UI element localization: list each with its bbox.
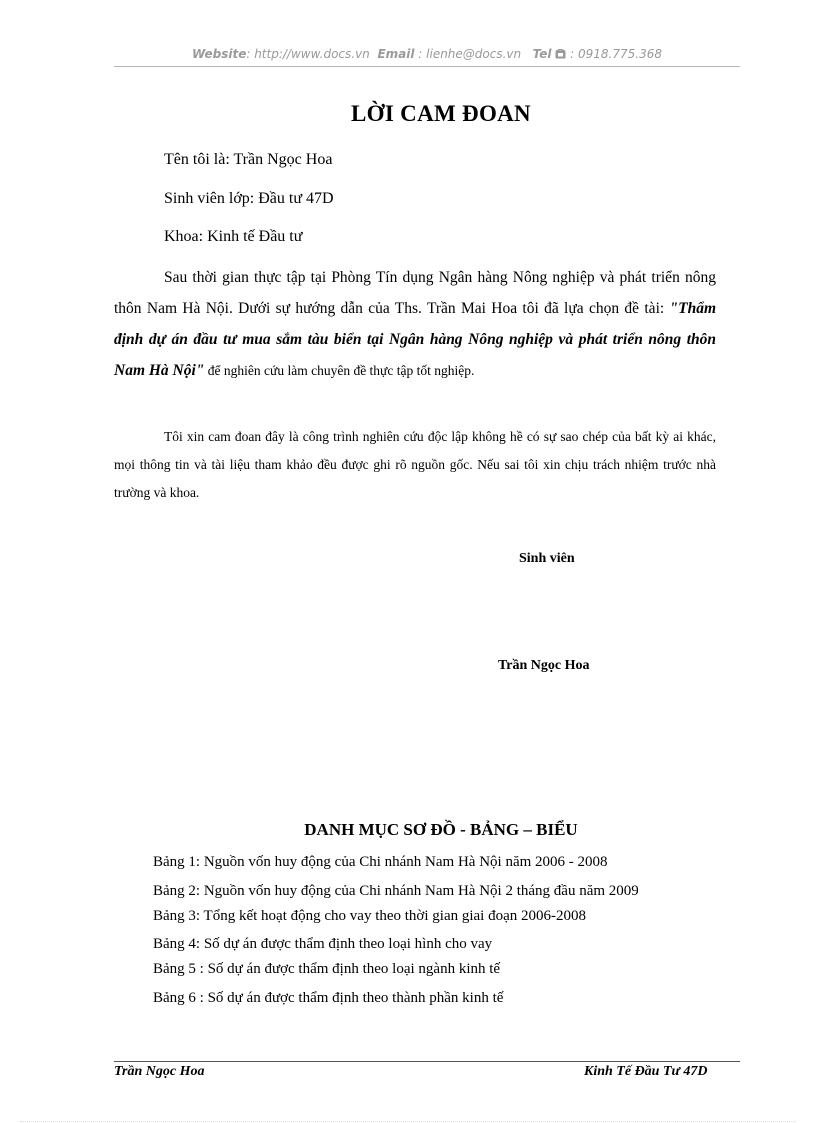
student-faculty: Khoa: Kinh tế Đầu tư [164, 228, 303, 245]
header-rule [114, 66, 740, 67]
footer-author: Trần Ngọc Hoa [114, 1064, 205, 1079]
phone-icon [555, 47, 570, 61]
website-label: Website [192, 47, 247, 61]
student-name: Tên tôi là: Trần Ngọc Hoa [164, 151, 333, 168]
page-edge [20, 1121, 796, 1122]
student-class: Sinh viên lớp: Đầu tư 47D [164, 190, 334, 207]
signature-label: Sinh viên [519, 551, 575, 566]
paragraph-1-tail: để nghiên cứu làm chuyên đề thực tập tốt nghiệp. [204, 363, 475, 378]
website-value: : http://www.docs.vn [246, 47, 370, 61]
page-header [114, 47, 740, 65]
list-title: DANH MỤC SƠ ĐỒ - BẢNG – BIỂU [304, 820, 578, 839]
tel-value: : 0918.775.368 [570, 47, 662, 61]
paragraph-1-lead: Sau thời gian thực tập tại Phòng Tín dụng Ngân hàng Nông nghiệp và phát triển nông thôn Nam Hà Nội. Dưới sự hướng dẫn của Ths. Trần Mai Hoa tôi đã lựa chọn đề tài: [114, 269, 716, 317]
list-item: Bảng 5 : Số dự án được thẩm định theo loại ngành kinh tế [153, 961, 501, 977]
email-value: : lienhe@docs.vn [418, 47, 522, 61]
list-item: Bảng 6 : Số dự án được thẩm định theo thành phần kinh tế [153, 990, 504, 1006]
declaration-paragraph-2: Tôi xin cam đoan đây là công trình nghiên cứu độc lập không hề có sự sao chép của bất kỳ ai khác, mọi thông tin và tài liệu tham khảo đều được ghi rõ nguồn gốc. Nếu sai tôi xin chịu trách nhiệm trước nhà trường và khoa. [114, 429, 716, 500]
list-item: Bảng 4: Số dự án được thẩm định theo loại hình cho vay [153, 936, 493, 952]
footer-rule [114, 1061, 740, 1062]
thesis-topic: "Thẩm định dự án đầu tư mua sắm tàu biển tại Ngân hàng Nông nghiệp và phát triển nông thôn Nam Hà Nội" [114, 300, 716, 379]
footer-class: Kinh Tế Đầu Tư 47D [584, 1064, 708, 1079]
email-label: Email [377, 47, 415, 61]
list-item: Bảng 1: Nguồn vốn huy động của Chi nhánh Nam Hà Nội năm 2006 - 2008 [153, 854, 608, 870]
tel-label: Tel [532, 47, 552, 61]
page-title: LỜI CAM ĐOAN [351, 101, 531, 126]
list-item: Bảng 2: Nguồn vốn huy động của Chi nhánh Nam Hà Nội 2 tháng đầu năm 2009 [153, 883, 639, 899]
list-item: Bảng 3: Tổng kết hoạt động cho vay theo thời gian giai đoạn 2006-2008 [153, 908, 587, 924]
declaration-paragraph-1 [114, 262, 716, 386]
signature-name: Trần Ngọc Hoa [498, 658, 590, 673]
